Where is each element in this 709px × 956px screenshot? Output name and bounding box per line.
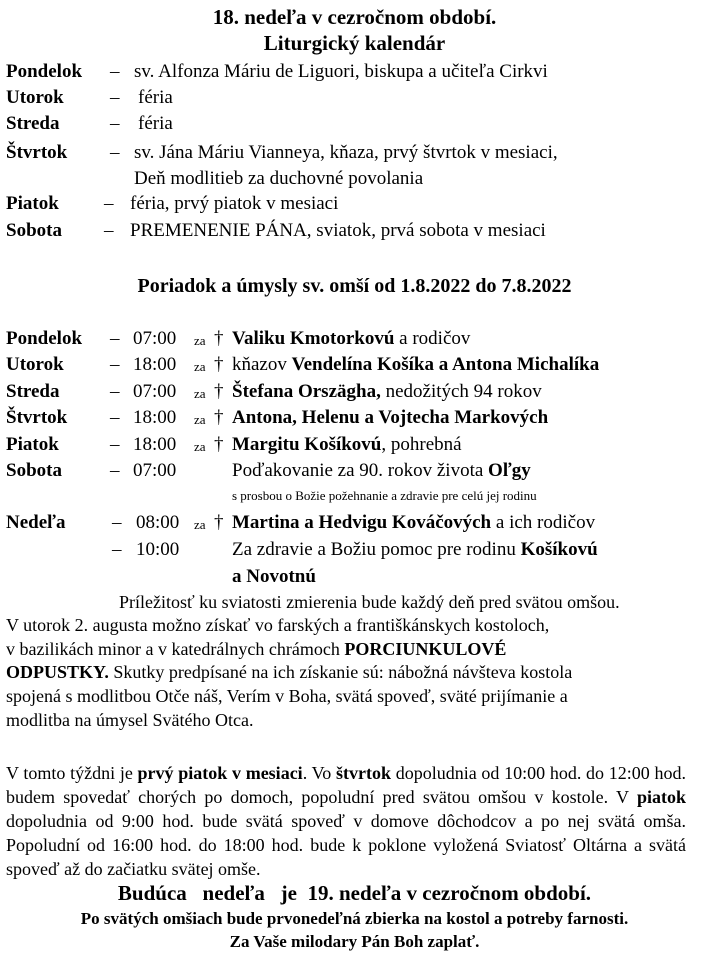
cross-icon: †	[214, 328, 224, 349]
calendar-row: Sobota – PREMENENIE PÁNA, sviatok, prvá sobota v mesiaci	[6, 220, 546, 241]
mass-row: – 10:00 Za zdravie a Božiu pomoc pre rodinu Košíkovú a Novotnú	[112, 539, 598, 587]
cross-icon: †	[214, 407, 224, 428]
mass-row: Nedeľa – 08:00 za † Martina a Hedvigu Kováčových a ich rodičov	[6, 512, 596, 533]
mass-row: Sobota – 07:00 Poďakovanie za 90. rokov života Oľgy s prosbou o Božie požehnanie a zdravie pre celú jej rodinu	[6, 460, 537, 503]
page-title: 18. nedeľa v cezročnom období.	[212, 5, 497, 29]
mass-row: Piatok – 18:00 za † Margitu Košíkovú, pohrebná	[6, 434, 462, 455]
cross-icon: †	[214, 512, 224, 533]
mass-row: Streda – 07:00 za † Štefana Orszägha, nedožitých 94 rokov	[6, 381, 542, 402]
collection-note: Po svätých omšiach bude prvonedeľná zbierka na kostol a potreby farnosti.	[80, 909, 629, 928]
mass-row: Pondelok – 07:00 za † Valiku Kmotorkovú a rodičov	[6, 328, 471, 349]
next-sunday-note: Budúca nedeľa je 19. nedeľa v cezročnom období.	[117, 881, 592, 905]
thanks-note: Za Vaše milodary Pán Boh zaplať.	[229, 932, 480, 951]
cross-icon: †	[214, 381, 224, 402]
calendar-row: Utorok – féria	[6, 87, 173, 108]
calendar-row: Pondelok – sv. Alfonza Máriu de Liguori, biskupa a učiteľa Cirkvi	[6, 61, 548, 82]
calendar-row: Štvrtok – sv. Jána Máriu Vianneya, kňaza, prvý štvrtok v mesiaci, Deň modlitieb za duchovné povolania	[6, 142, 558, 189]
calendar-row: Streda – féria	[6, 113, 173, 134]
masses-heading: Poriadok a úmysly sv. omší od 1.8.2022 do 7.8.2022	[137, 275, 572, 297]
notice-first-friday: V tomto týždni je prvý piatok v mesiaci. Vo štvrtok dopoludnia od 10:00 hod. do 12:00 hod. budem spovedať chorých po domoch, popoludní pred svätou omšou v kostole. V piatok dopoludnia od 9:00 hod. bude svätá spoveď v domove dôchodcov a po nej svätá omša. Popoludní od 16:00 hod. do 18:00 hod. bude k poklone vyložená Sviatosť Oltárna a svätá spoveď až do začiatku svätej omše.	[6, 763, 686, 879]
page-subtitle: Liturgický kalendár	[263, 31, 446, 55]
mass-row: Štvrtok – 18:00 za † Antona, Helenu a Vojtecha Markových	[6, 407, 549, 428]
calendar-row: Piatok – féria, prvý piatok v mesiaci	[6, 193, 339, 214]
cross-icon: †	[214, 354, 224, 375]
mass-row: Utorok – 18:00 za † kňazov Vendelína Košíka a Antona Michalíka	[6, 354, 600, 375]
cross-icon: †	[214, 434, 224, 455]
